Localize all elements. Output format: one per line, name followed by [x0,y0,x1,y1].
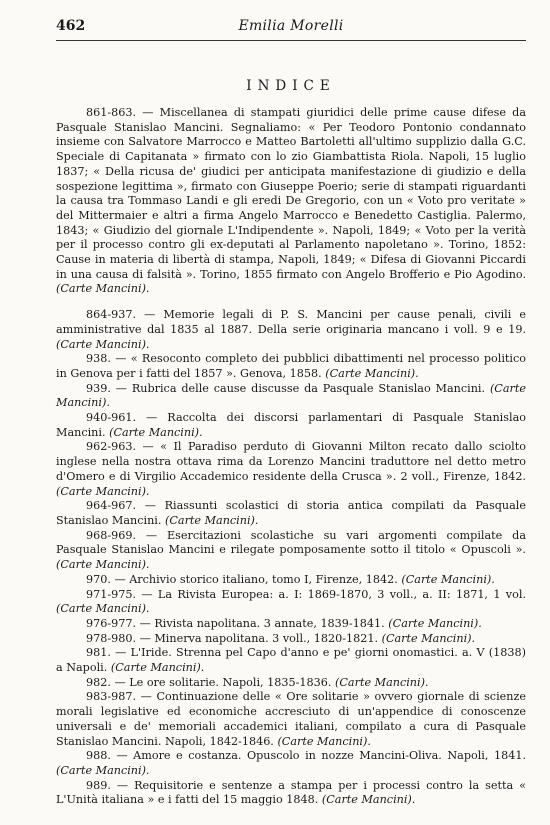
entry-text: 982. — Le ore solitarie. Napoli, 1835-1836. [86,675,335,689]
index-entry [56,499,526,528]
index-entry [56,617,526,632]
index-entry [56,632,526,647]
entry-text: 864-937. — Memorie legali di P. S. Mancini per cause penali, civili e amministrative dal 1835 al 1887. Della serie originaria mancano i voll. 9 e 19. [56,308,526,336]
index-entry [56,573,526,588]
entry-text: 988. — Amore e costanza. Opuscolo in nozze Mancini-Oliva. Napoli, 1841. [86,749,526,763]
index-entries [56,106,526,808]
running-head [56,18,526,41]
entry-text: 940-961. — Raccolta dei discorsi parlamentari di Pasquale Stanislao Mancini. [56,411,526,439]
entry-text: 861-863. — Miscellanea di stampati giuridici delle prime cause difese da Pasquale Stanislao Mancini. Segnaliamo: « Per Teodoro Pontonio condannato insieme con Salvatore Marrocco e Matteo Bartoletti all'ultimo supplizio dalla G.C. Speciale di Capitanata » firmato con lo zio Giambattista Riola. Napoli, 15 luglio 1837; « Della ricusa de' giudici per anticipata manifestazione di giudizio e della sospezione legittima », firmato con Giuseppe Poerio; serie di stampati riguardanti la causa tra Tommaso Landi e gli eredi De Gregorio, con un « Voto pro veritate » del Mittermaier e altri a firma Angelo Marrocco e Benedetto Castiglia. Palermo, 1843; « Giudizio del giornale L'Indipendente ». Napoli, 1849; « Voto per la verità per il processo contro gli ex-deputati al Parlamento napoletano ». Torino, 1852: Cause in materia di libertà di stampa, Napoli, 1849; « Difesa di Giovanni Piccardi in una causa di falsità ». Torino, 1855 firmato con Angelo Brofferio e Pio Agodino. [56,106,526,281]
index-heading: INDICE [246,78,336,94]
entry-source: (Carte Mancini). [56,602,150,616]
entry-source: (Carte Mancini). [56,763,150,777]
index-entry [56,779,526,808]
entry-text: 976-977. — Rivista napolitana. 3 annate, 1839-1841. [86,616,389,630]
running-title: Emilia Morelli [238,18,344,34]
entry-text: 971-975. — La Rivista Europea: a. I: 1869-1870, 3 voll., a. II: 1871, 1 vol. [86,587,526,601]
entry-text: 938. — « Resoconto completo dei pubblici dibattimenti nel processo politico in Genova per i fatti del 1857 ». Genova, 1858. [56,352,526,380]
index-entry [56,588,526,617]
entry-source: (Carte Mancini). [110,661,205,675]
entry-text: 981. — L'Iride. Strenna pel Capo d'anno e pe' giorni onomastici. a. V (1838) a Napoli. [56,646,526,675]
index-entry [56,440,526,499]
entry-source: (Carte Mancini). [56,484,150,498]
entry-text: 964-967. — Riassunti scolastici di storia antica compilati da Pasquale Stanislao Mancini. [56,499,526,527]
entry-text: 968-969. — Esercitazioni scolastiche su vari argomenti compilate da Pasquale Stanislao Mancini e rilegate pomposamente sotto il titolo « Opuscoli ». [56,528,526,557]
index-entry [56,106,526,297]
index-entry [56,352,526,381]
index-entry [56,646,526,675]
entry-source: (Carte Mancini). [56,558,150,572]
index-entry [56,749,526,778]
entry-source: (Carte Mancini). [325,366,419,380]
entry-text: 962-963. — « Il Paradiso perduto di Giovanni Milton recato dallo sciolto inglese nella nostra ottava rima da Lorenzo Mancini traduttore nel detto metro d'Omero e di Virgilio Accademico residente della Crusca ». 2 voll., Firenze, 1842. [56,440,526,483]
entry-source: (Carte Mancini). [401,572,495,586]
entry-source: (Carte Mancini). [388,616,482,630]
index-entry [56,308,526,352]
entry-source: (Carte Mancini). [335,675,429,689]
entry-source: (Carte Mancini). [277,734,371,748]
index-entry [56,382,526,411]
index-entry [56,529,526,573]
entry-source: (Carte Mancini). [56,282,150,296]
page-number: 462 [56,18,86,34]
index-entry [56,411,526,440]
entry-source: (Carte Mancini). [109,425,203,439]
entry-source: (Carte Mancini). [321,793,416,807]
entry-text: 978-980. — Minerva napolitana. 3 voll., 1820-1821. [86,631,382,645]
entry-text: 989. — Requisitorie e sentenze a stampa per i processi contro la setta « L'Unità italiana » e i fatti del 15 maggio 1848. [56,778,526,807]
entry-text: 983-987. — Continuazione delle « Ore solitarie » ovvero giornale di scienze morali legislative ed economiche accresciuto di un'appendice di conoscenze universali e de' memoriali accademici italiani, compilato a cura di Pasquale Stanislao Mancini. Napoli, 1842-1846. [56,690,526,748]
entry-source: (Carte Mancini). [381,631,476,645]
index-entry [56,690,526,749]
entry-source: (Carte Mancini). [56,381,526,410]
entry-source: (Carte Mancini). [56,337,150,351]
entry-text: 970. — Archivio storico italiano, tomo I, Firenze, 1842. [86,572,402,586]
entry-source: (Carte Mancini). [164,513,259,527]
entry-text: 939. — Rubrica delle cause discusse da Pasquale Stanislao Mancini. [86,381,490,395]
index-entry [56,676,526,691]
